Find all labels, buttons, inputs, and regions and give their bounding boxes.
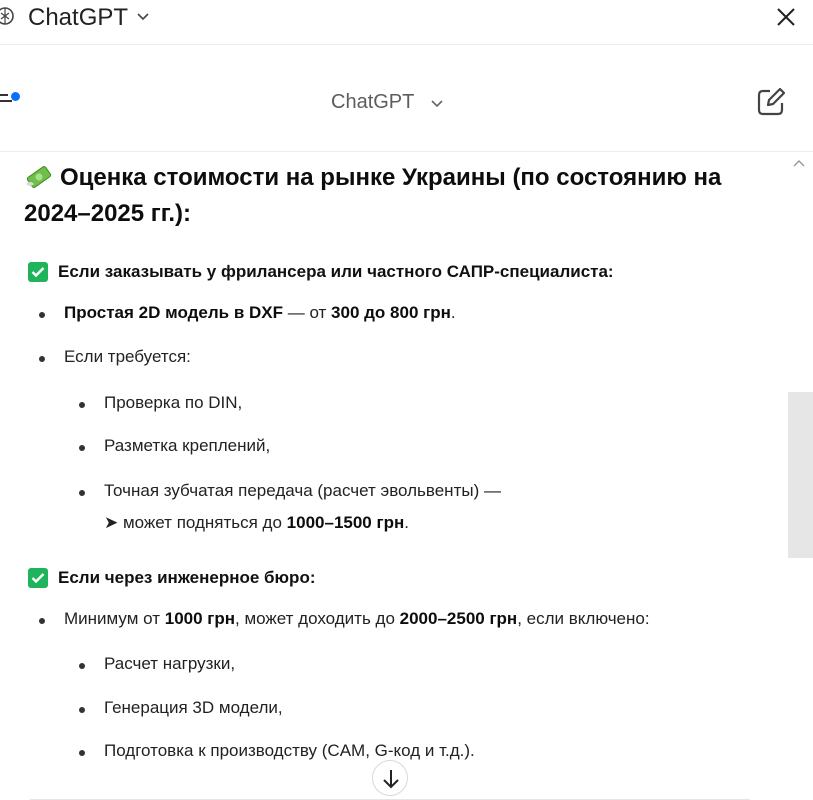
notification-dot xyxy=(11,92,20,101)
list-item: Простая 2D модель в DXF — от 300 до 800 грн. xyxy=(64,303,456,322)
bullet xyxy=(39,356,45,362)
message-heading xyxy=(24,160,764,232)
window-titlebar xyxy=(0,0,813,45)
bullet xyxy=(79,402,85,408)
heading-line-2: 2024–2025 гг.): xyxy=(24,200,192,227)
list-item: Минимум от 1000 грн, может доходить до 2000–2500 грн, если включено: xyxy=(64,609,650,628)
list-item: Подготовка к производству (CAM, G-код и т.д.). xyxy=(104,741,475,760)
money-with-wings-icon xyxy=(24,164,54,190)
list-item-continuation: ➤ может подняться до 1000–1500 грн. xyxy=(104,513,409,532)
list-item: Проверка по DIN, xyxy=(104,393,243,412)
new-chat-icon[interactable] xyxy=(754,85,788,119)
heading-line-1: Оценка стоимости на рынке Украины (по состоянию на xyxy=(60,164,722,191)
check-mark-button-icon xyxy=(28,568,48,588)
check-mark-button-icon xyxy=(28,262,48,282)
section-2-title: Если через инженерное бюро: xyxy=(58,568,316,587)
model-selector[interactable]: ChatGPT xyxy=(331,91,415,113)
bullet xyxy=(79,490,85,496)
bullet xyxy=(39,312,45,318)
assistant-message xyxy=(0,152,813,800)
list-item: Разметка креплений, xyxy=(104,436,271,455)
chevron-down-icon[interactable] xyxy=(430,97,444,111)
list-item: Если требуется: xyxy=(64,347,191,366)
bullet xyxy=(79,707,85,713)
scroll-to-bottom-button[interactable] xyxy=(372,760,408,796)
arrow-down-icon xyxy=(381,768,401,790)
list-item: Точная зубчатая передача (расчет эвольвенты) — xyxy=(104,481,501,500)
window-title[interactable]: ChatGPT xyxy=(28,4,129,31)
bullet xyxy=(79,750,85,756)
chat-header xyxy=(0,51,813,152)
list-item: Генерация 3D модели, xyxy=(104,698,283,717)
bullet xyxy=(79,445,85,451)
chatgpt-logo-icon xyxy=(0,5,16,27)
chevron-down-icon[interactable] xyxy=(136,10,150,24)
list-item: Расчет нагрузки, xyxy=(104,654,236,673)
bullet xyxy=(39,618,45,624)
close-icon[interactable] xyxy=(774,5,798,29)
section-1-title: Если заказывать у фрилансера или частного САПР-специалиста: xyxy=(58,262,614,281)
bullet xyxy=(79,663,85,669)
